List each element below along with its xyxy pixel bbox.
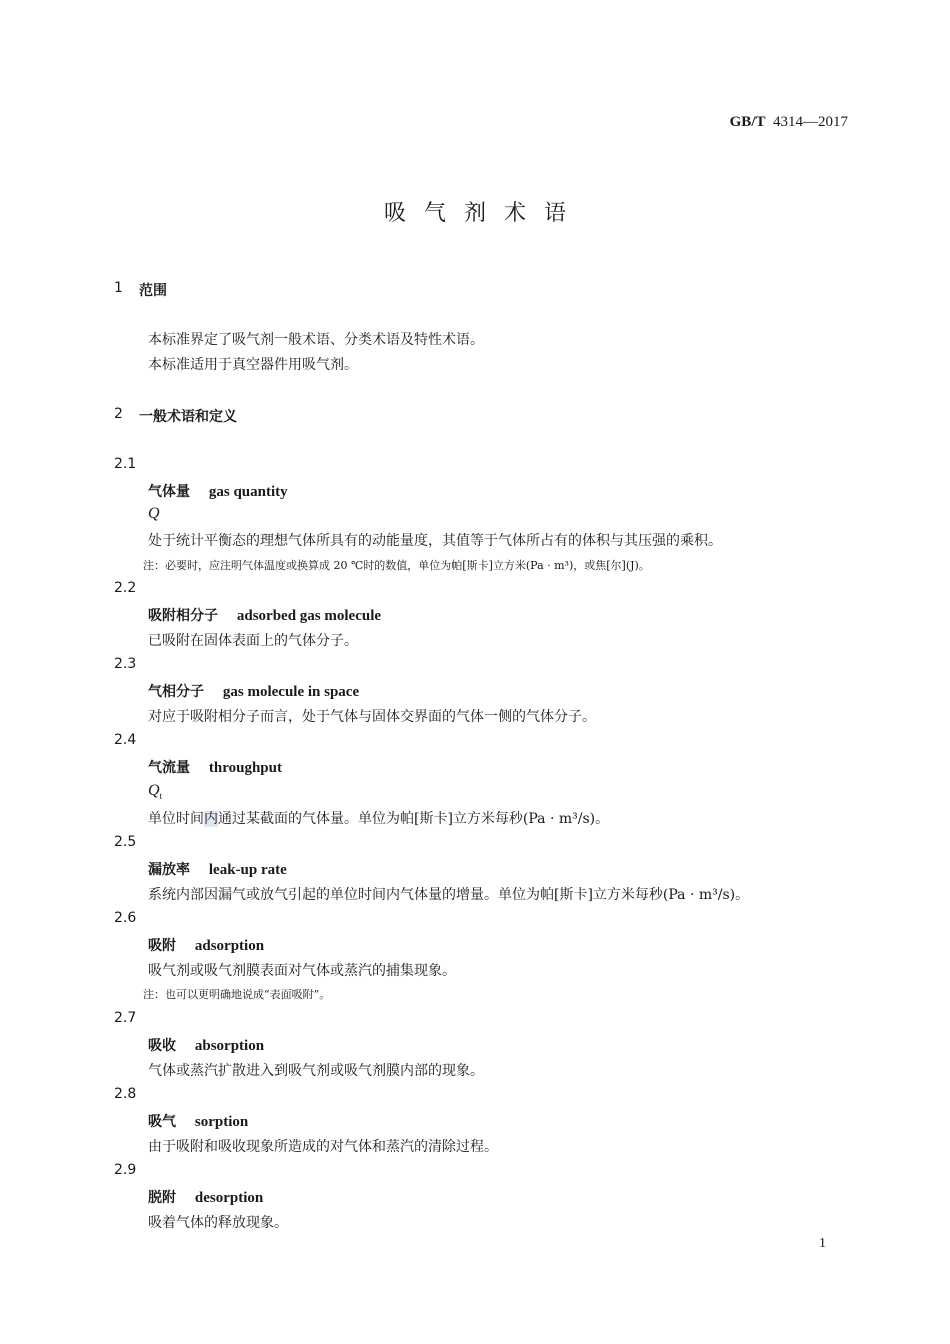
term-number: 2.8: [114, 1086, 137, 1102]
page-number: 1: [819, 1236, 826, 1251]
term-chinese: 气流量: [148, 760, 190, 776]
definition-part: 通过某截面的气体量。单位为帕[斯卡]立方米每秒(Pa · m³/s)。: [218, 811, 610, 827]
section-2-title: 一般术语和定义: [139, 409, 237, 425]
term-english: sorption: [194, 1114, 249, 1130]
term-number: 2.5: [114, 834, 137, 850]
term-definition: 系统内部因漏气或放气引起的单位时间内气体量的增量。单位为帕[斯卡]立方米每秒(Pa · m³/s)。: [148, 887, 750, 903]
term-heading: [148, 757, 282, 777]
term-heading: [148, 681, 359, 701]
term-definition: 气体或蒸汽扩散进入到吸气剂或吸气剂膜内部的现象。: [148, 1063, 484, 1079]
term-chinese: 吸附相分子: [148, 608, 218, 624]
term-english: absorption: [194, 1038, 265, 1054]
term-number: 2.3: [114, 656, 137, 672]
term-number: 2.7: [114, 1010, 137, 1026]
term-heading: [148, 859, 287, 879]
section-1-paragraph: 本标准适用于真空器件用吸气剂。: [148, 357, 358, 373]
symbol-subscript: t: [159, 791, 163, 802]
term-english: throughput: [208, 760, 282, 776]
term-note: 注：必要时，应注明气体温度或换算成 20 ℃时的数值，单位为帕[斯卡]立方米(Pa · m³)，或焦[尔](J)。: [143, 559, 650, 572]
term-chinese: 气体量: [148, 484, 190, 500]
section-1-paragraph: 本标准界定了吸气剂一般术语、分类术语及特性术语。: [148, 332, 484, 348]
term-chinese: 漏放率: [148, 862, 190, 878]
term-english: gas quantity: [208, 484, 288, 500]
term-number: 2.1: [114, 456, 137, 472]
term-definition: 已吸附在固体表面上的气体分子。: [148, 633, 358, 649]
term-chinese: 吸收: [148, 1038, 176, 1054]
term-chinese: 吸气: [148, 1114, 176, 1130]
term-english: leak-up rate: [208, 862, 287, 878]
term-number: 2.4: [114, 732, 137, 748]
term-definition: 吸气剂或吸气剂膜表面对气体或蒸汽的捕集现象。: [148, 963, 456, 979]
standard-prefix: GB/T: [729, 114, 766, 130]
term-heading: [148, 935, 264, 955]
term-definition: 处于统计平衡态的理想气体所具有的动能量度，其值等于气体所占有的体积与其压强的乘积。: [148, 533, 722, 549]
section-2-number: 2: [114, 406, 123, 422]
term-english: gas molecule in space: [222, 684, 360, 700]
standard-code: 4314—2017: [773, 114, 848, 130]
section-1-number: 1: [114, 280, 123, 296]
term-chinese: 气相分子: [148, 684, 204, 700]
term-note: 注：也可以更明确地说成“表面吸附”。: [143, 988, 331, 1001]
term-symbol: [148, 782, 162, 801]
term-definition: 对应于吸附相分子而言，处于气体与固体交界面的气体一侧的气体分子。: [148, 709, 596, 725]
term-definition: 吸着气体的释放现象。: [148, 1215, 288, 1231]
term-number: 2.9: [114, 1162, 137, 1178]
term-symbol: Q: [148, 505, 160, 522]
section-1-title: 范围: [139, 283, 167, 299]
term-heading: [148, 481, 288, 501]
term-english: adsorbed gas molecule: [236, 608, 382, 624]
term-heading: [148, 1035, 264, 1055]
symbol-letter: Q: [148, 782, 160, 799]
term-english: adsorption: [194, 938, 265, 954]
text-selection-highlight[interactable]: 内: [204, 811, 218, 827]
term-number: 2.2: [114, 580, 137, 596]
term-heading: [148, 1111, 248, 1131]
term-heading: [148, 1187, 263, 1207]
term-number: 2.6: [114, 910, 137, 926]
term-chinese: 脱附: [148, 1190, 176, 1206]
term-definition: 由于吸附和吸收现象所造成的对气体和蒸汽的清除过程。: [148, 1139, 498, 1155]
definition-part: 单位时间: [148, 811, 204, 827]
term-chinese: 吸附: [148, 938, 176, 954]
document-title: 吸气剂术语: [383, 201, 584, 226]
standard-number: [730, 114, 848, 131]
term-english: desorption: [194, 1190, 264, 1206]
term-definition: [148, 808, 609, 828]
term-heading: [148, 605, 381, 625]
